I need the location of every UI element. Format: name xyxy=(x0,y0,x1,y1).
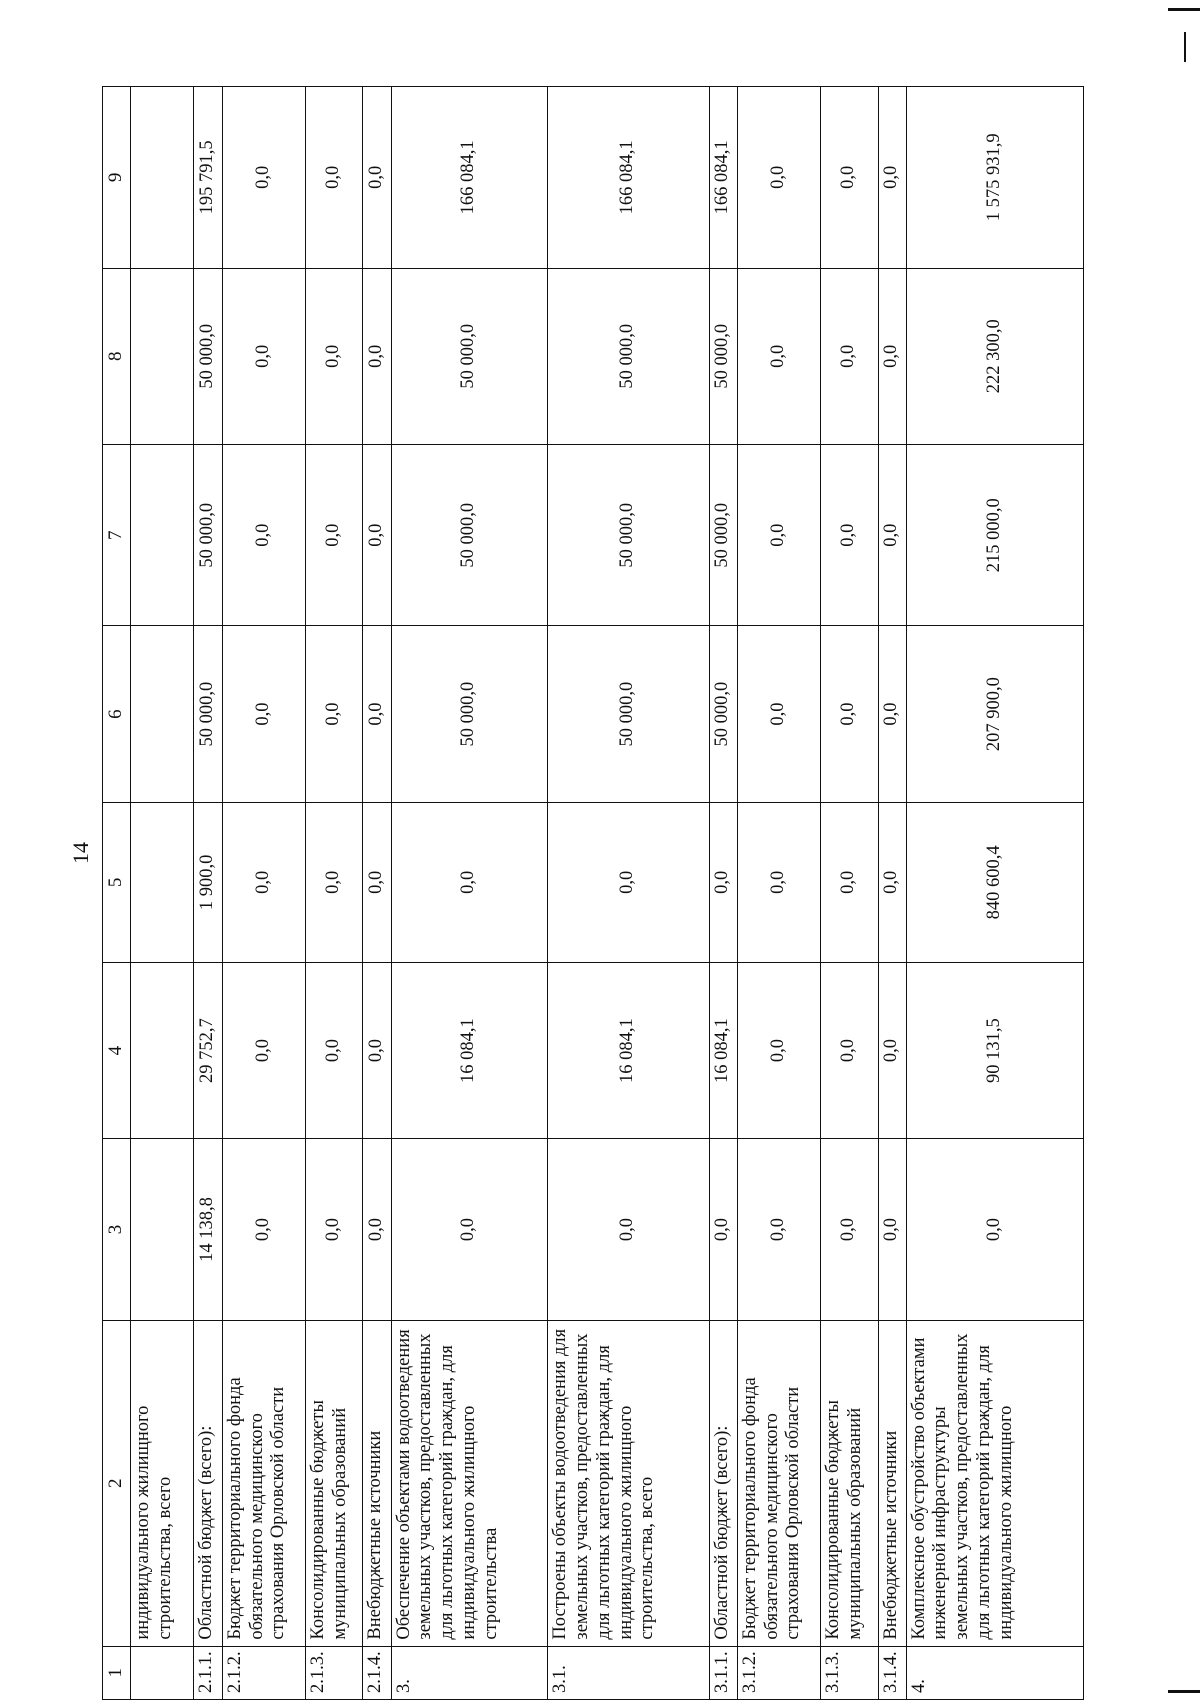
cell-col-3: 0,0 xyxy=(821,1139,878,1321)
row-name: Областной бюджет (всего): xyxy=(709,1320,737,1646)
column-header-8: 8 xyxy=(103,268,131,444)
table-row xyxy=(906,87,1083,1700)
cell-col-7: 0,0 xyxy=(821,444,878,626)
cell-col-5: 0,0 xyxy=(878,802,906,962)
cell-col-4: 0,0 xyxy=(363,962,391,1138)
cell-col-6: 0,0 xyxy=(878,626,906,802)
row-name: Обеспечение объектами водоотведения земельных участков, предоставленных для льготных категорий граждан, для индивидуального жилищного строительства xyxy=(391,1320,547,1646)
row-code: 3.1.1. xyxy=(709,1646,737,1699)
table-row xyxy=(363,87,391,1700)
row-name: Консолидированные бюджеты муниципальных образований xyxy=(821,1320,878,1646)
cell-col-4: 29 752,7 xyxy=(193,962,222,1138)
row-code xyxy=(131,1646,194,1699)
row-name: индивидуального жилищного строительства, всего xyxy=(131,1320,194,1646)
cell-col-9: 0,0 xyxy=(306,87,363,269)
cell-col-9: 166 084,1 xyxy=(548,87,710,269)
cell-col-8: 0,0 xyxy=(363,268,391,444)
table-row xyxy=(222,87,305,1700)
row-code: 3.1.2. xyxy=(737,1646,820,1699)
row-name: Внебюджетные источники xyxy=(363,1320,391,1646)
cell-col-3: 0,0 xyxy=(709,1139,737,1321)
column-header-2: 2 xyxy=(103,1320,131,1646)
cell-col-3 xyxy=(131,1139,194,1321)
cell-col-8: 50 000,0 xyxy=(193,268,222,444)
row-code: 3. xyxy=(391,1646,547,1699)
cell-col-8: 50 000,0 xyxy=(391,268,547,444)
row-code: 2.1.4. xyxy=(363,1646,391,1699)
cell-col-3: 0,0 xyxy=(391,1139,547,1321)
row-name: Бюджет территориального фонда обязательного медицинского страхования Орловской области xyxy=(222,1320,305,1646)
cell-col-7: 0,0 xyxy=(878,444,906,626)
header-row xyxy=(103,87,131,1700)
column-header-6: 6 xyxy=(103,626,131,802)
table-row xyxy=(193,87,222,1700)
cell-col-7: 50 000,0 xyxy=(709,444,737,626)
cell-col-6: 50 000,0 xyxy=(391,626,547,802)
cell-col-9: 166 084,1 xyxy=(391,87,547,269)
scan-mark-bottom-right xyxy=(1168,1690,1200,1693)
table-row xyxy=(878,87,906,1700)
cell-col-6: 207 900,0 xyxy=(906,626,1083,802)
row-name: Консолидированные бюджеты муниципальных образований xyxy=(306,1320,363,1646)
cell-col-5: 0,0 xyxy=(548,802,710,962)
cell-col-5: 0,0 xyxy=(222,802,305,962)
column-header-3: 3 xyxy=(103,1139,131,1321)
scan-mark-top-right xyxy=(1168,8,1200,11)
cell-col-4 xyxy=(131,962,194,1138)
cell-col-8: 0,0 xyxy=(306,268,363,444)
cell-col-5: 0,0 xyxy=(363,802,391,962)
cell-col-5: 840 600,4 xyxy=(906,802,1083,962)
table-row xyxy=(709,87,737,1700)
cell-col-8: 0,0 xyxy=(222,268,305,444)
cell-col-6 xyxy=(131,626,194,802)
cell-col-7: 50 000,0 xyxy=(548,444,710,626)
cell-col-4: 90 131,5 xyxy=(906,962,1083,1138)
column-header-9: 9 xyxy=(103,87,131,269)
cell-col-6: 0,0 xyxy=(363,626,391,802)
cell-col-8: 0,0 xyxy=(737,268,820,444)
cell-col-4: 0,0 xyxy=(222,962,305,1138)
page-number: 14 xyxy=(68,842,93,864)
cell-col-5: 0,0 xyxy=(306,802,363,962)
cell-col-3: 0,0 xyxy=(222,1139,305,1321)
cell-col-5: 0,0 xyxy=(737,802,820,962)
table-row xyxy=(737,87,820,1700)
cell-col-9: 1 575 931,9 xyxy=(906,87,1083,269)
cell-col-7: 0,0 xyxy=(222,444,305,626)
row-code: 2.1.3. xyxy=(306,1646,363,1699)
cell-col-4: 16 084,1 xyxy=(391,962,547,1138)
cell-col-5: 0,0 xyxy=(709,802,737,962)
table-row xyxy=(306,87,363,1700)
cell-col-3: 0,0 xyxy=(306,1139,363,1321)
cell-col-9: 166 084,1 xyxy=(709,87,737,269)
cell-col-3: 14 138,8 xyxy=(193,1139,222,1321)
table-row xyxy=(131,87,194,1700)
cell-col-4: 0,0 xyxy=(821,962,878,1138)
cell-col-7: 215 000,0 xyxy=(906,444,1083,626)
cell-col-6: 50 000,0 xyxy=(193,626,222,802)
cell-col-9: 0,0 xyxy=(878,87,906,269)
cell-col-6: 0,0 xyxy=(306,626,363,802)
cell-col-9: 0,0 xyxy=(363,87,391,269)
cell-col-6: 0,0 xyxy=(222,626,305,802)
cell-col-9: 195 791,5 xyxy=(193,87,222,269)
cell-col-7: 50 000,0 xyxy=(193,444,222,626)
column-header-7: 7 xyxy=(103,444,131,626)
cell-col-7: 0,0 xyxy=(306,444,363,626)
table-body xyxy=(131,87,1084,1700)
column-header-4: 4 xyxy=(103,962,131,1138)
scan-mark-right xyxy=(1184,32,1186,62)
cell-col-6: 50 000,0 xyxy=(709,626,737,802)
cell-col-6: 0,0 xyxy=(821,626,878,802)
row-code: 2.1.1. xyxy=(193,1646,222,1699)
cell-col-9: 0,0 xyxy=(821,87,878,269)
cell-col-5: 0,0 xyxy=(821,802,878,962)
table-row xyxy=(821,87,878,1700)
row-code: 3.1.3. xyxy=(821,1646,878,1699)
cell-col-3: 0,0 xyxy=(878,1139,906,1321)
cell-col-9: 0,0 xyxy=(737,87,820,269)
table-row xyxy=(548,87,710,1700)
cell-col-4: 0,0 xyxy=(878,962,906,1138)
column-header-5: 5 xyxy=(103,802,131,962)
row-code: 2.1.2. xyxy=(222,1646,305,1699)
row-name: Областной бюджет (всего): xyxy=(193,1320,222,1646)
cell-col-9: 0,0 xyxy=(222,87,305,269)
cell-col-4: 0,0 xyxy=(306,962,363,1138)
cell-col-7: 50 000,0 xyxy=(391,444,547,626)
cell-col-8: 222 300,0 xyxy=(906,268,1083,444)
budget-table xyxy=(102,86,1084,1700)
cell-col-5: 0,0 xyxy=(391,802,547,962)
cell-col-8 xyxy=(131,268,194,444)
row-name: Внебюджетные источники xyxy=(878,1320,906,1646)
rotated-table-wrapper xyxy=(102,86,1084,1700)
cell-col-6: 50 000,0 xyxy=(548,626,710,802)
cell-col-7: 0,0 xyxy=(363,444,391,626)
cell-col-6: 0,0 xyxy=(737,626,820,802)
row-name: Комплексное обустройство объектами инженерной инфраструктуры земельных участков, предоставленных для льготных категорий граждан, для индивидуального жилищного xyxy=(906,1320,1083,1646)
cell-col-3: 0,0 xyxy=(906,1139,1083,1321)
column-header-1: 1 xyxy=(103,1646,131,1699)
cell-col-3: 0,0 xyxy=(548,1139,710,1321)
cell-col-8: 50 000,0 xyxy=(709,268,737,444)
row-name: Бюджет территориального фонда обязательного медицинского страхования Орловской области xyxy=(737,1320,820,1646)
cell-col-4: 16 084,1 xyxy=(709,962,737,1138)
cell-col-4: 0,0 xyxy=(737,962,820,1138)
cell-col-3: 0,0 xyxy=(363,1139,391,1321)
cell-col-3: 0,0 xyxy=(737,1139,820,1321)
cell-col-4: 16 084,1 xyxy=(548,962,710,1138)
row-code: 4. xyxy=(906,1646,1083,1699)
row-code: 3.1.4. xyxy=(878,1646,906,1699)
cell-col-7: 0,0 xyxy=(737,444,820,626)
table-row xyxy=(391,87,547,1700)
cell-col-9 xyxy=(131,87,194,269)
cell-col-8: 50 000,0 xyxy=(548,268,710,444)
cell-col-8: 0,0 xyxy=(878,268,906,444)
row-code: 3.1. xyxy=(548,1646,710,1699)
cell-col-5: 1 900,0 xyxy=(193,802,222,962)
cell-col-8: 0,0 xyxy=(821,268,878,444)
row-name: Построены объекты водоотведения для земельных участков, предоставленных для льготных категорий граждан, для индивидуального жилищного строительства, всего xyxy=(548,1320,710,1646)
cell-col-7 xyxy=(131,444,194,626)
cell-col-5 xyxy=(131,802,194,962)
